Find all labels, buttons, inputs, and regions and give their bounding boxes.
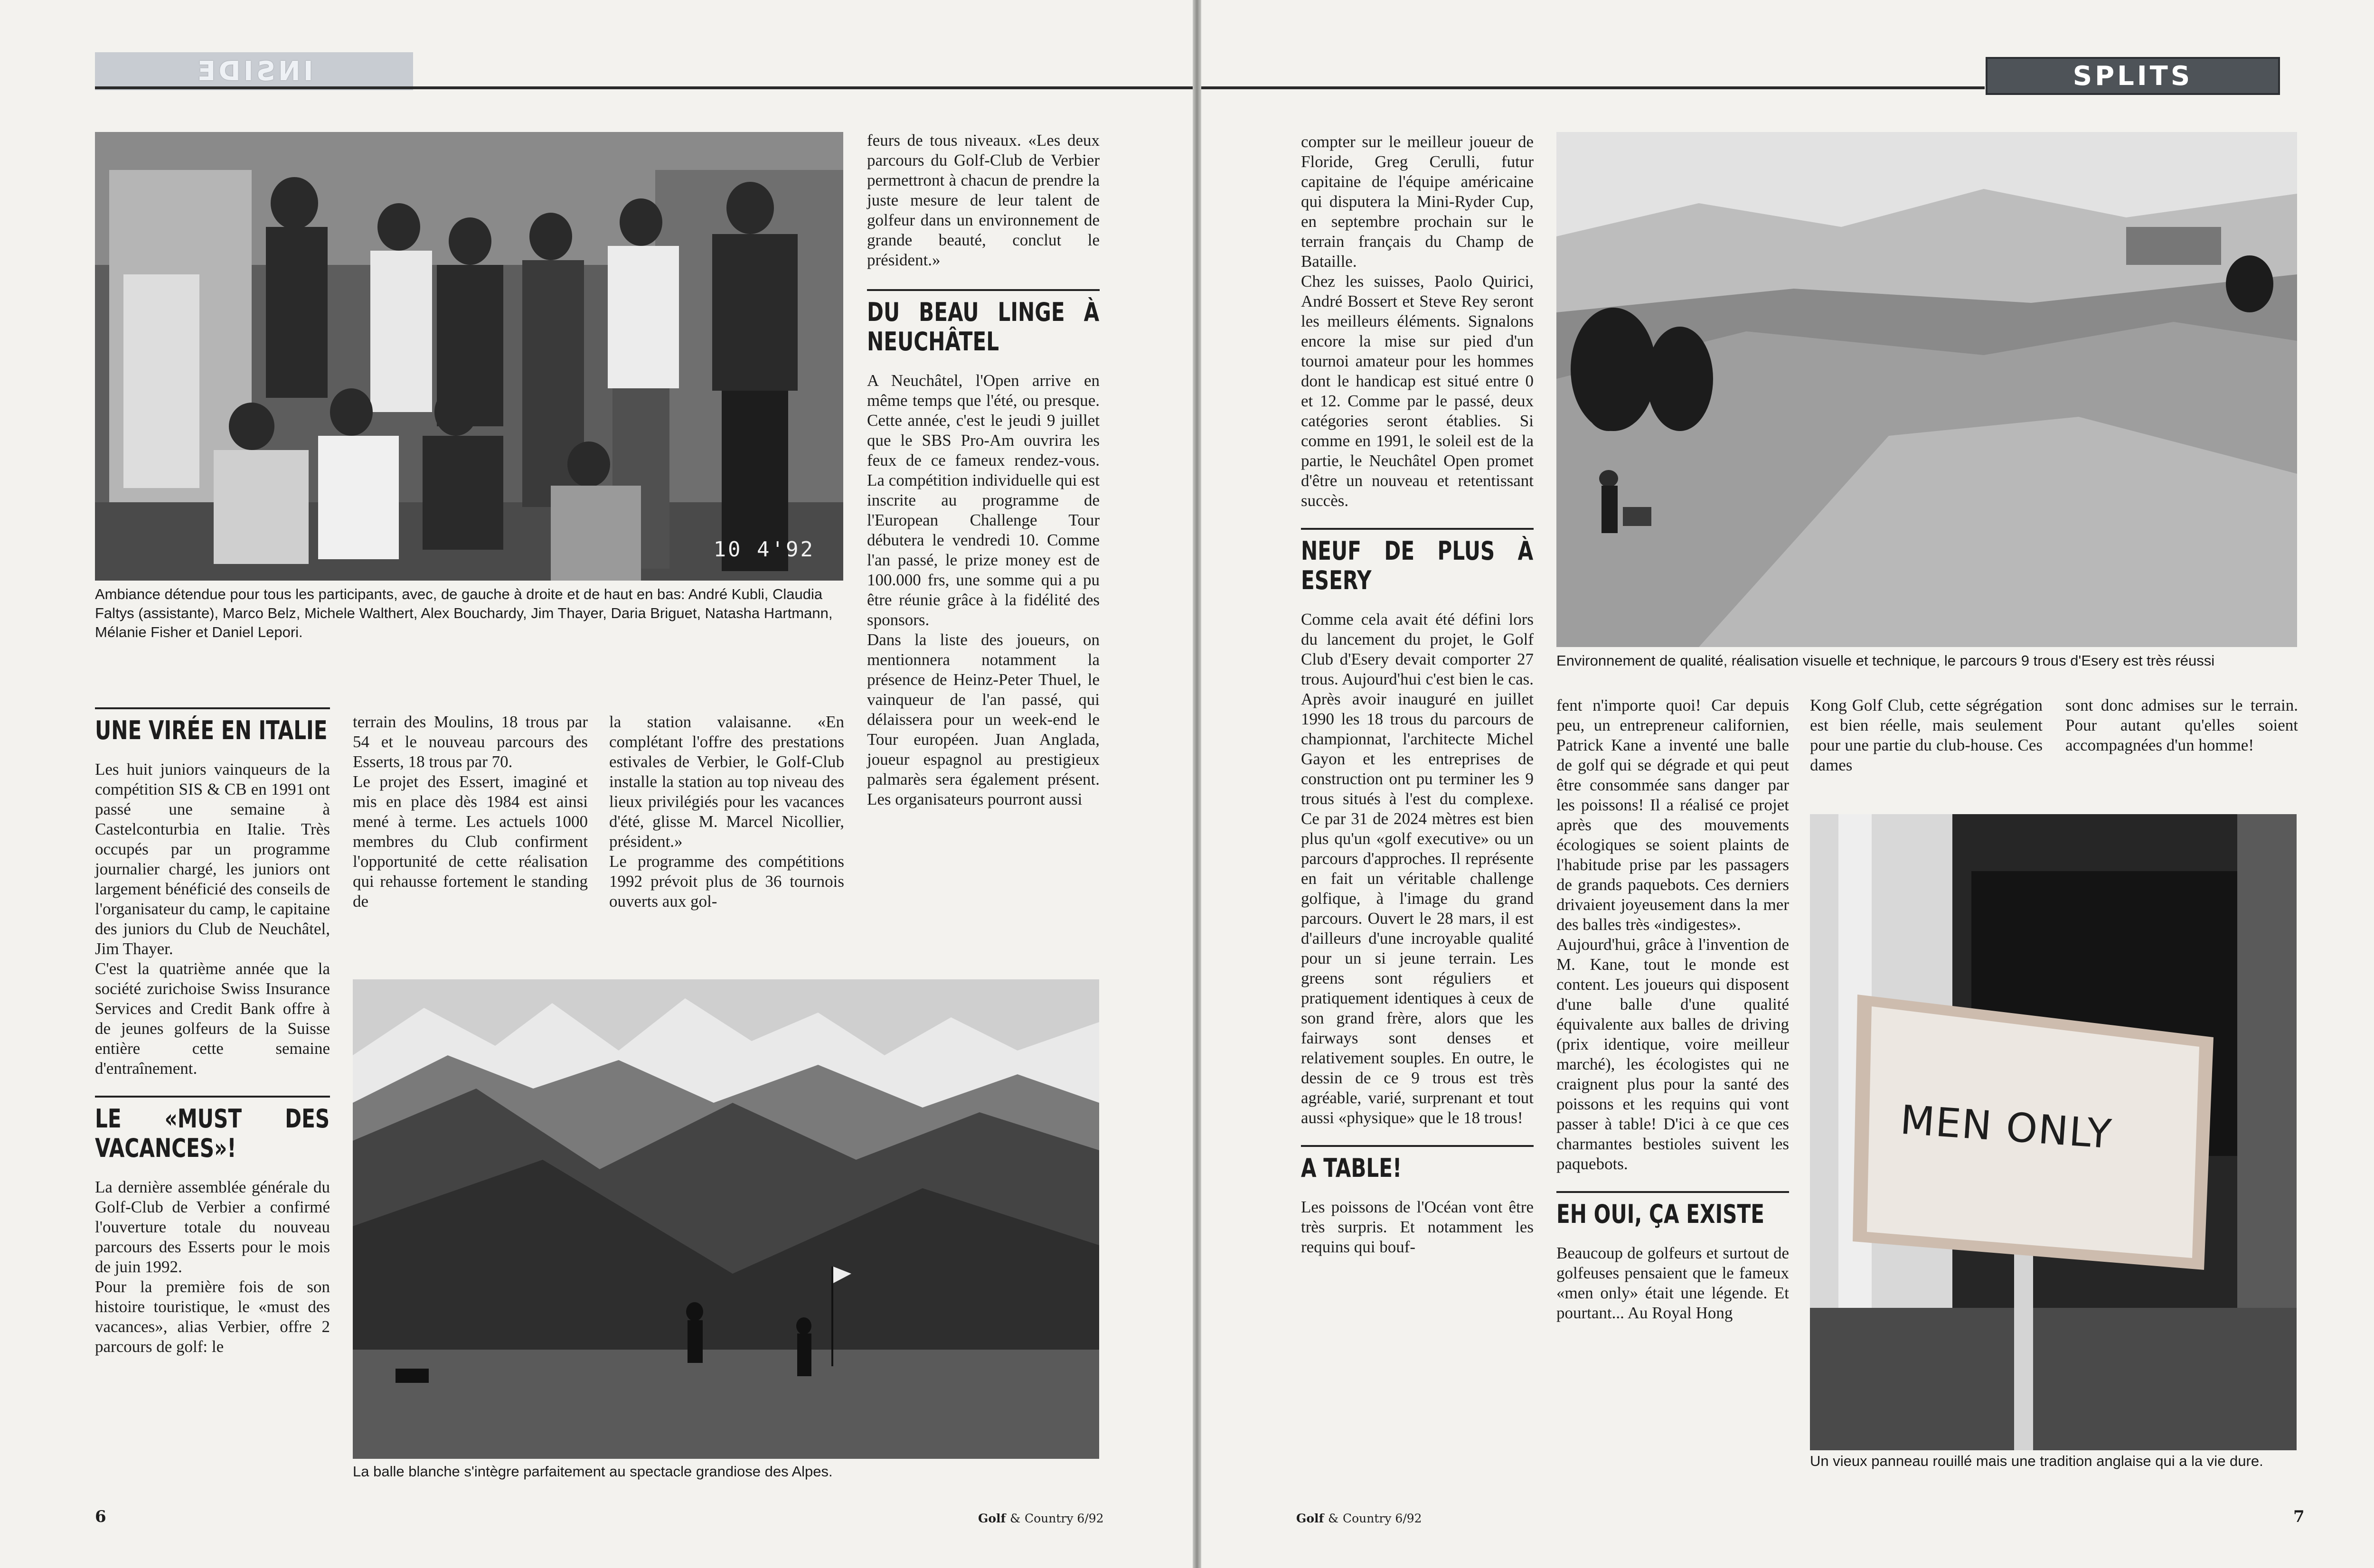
juniors-group-photo [95, 132, 843, 581]
must-col3-para-a: la station valaisanne. «En complétant l'offre des prestations estivales de Verbier, le Golf-Club installe la station au top niveau des lieux privilégiés pour les vacances d'été, glisse M. Marcel Nicollier, président.» [609, 713, 844, 851]
headline-neuchatel-block [867, 289, 1100, 357]
viree-paragraph-2: C'est la quatrième année que la société zurichoise Swiss Insurance Services and Credit Bank offre à de jeunes golfeurs de la Suisse entière cette semaine d'entraînement. [95, 959, 330, 1078]
section-tab-splits: SPLITS [1986, 57, 2280, 95]
right-page [1201, 0, 2374, 1568]
juniors-photo-caption: Ambiance détendue pour tous les participants, avec, de gauche à droite et de haut en bas: André Kubli, Claudia Faltys (assistante), Marco Belz, Michele Walthert, Alex Bouchardy, Jim Thayer, Daria Briguet, Natasha Hartmann, Mélanie Fisher et Daniel Lepori. [95, 586, 833, 640]
must-col4-para: feurs de tous niveaux. «Les deux parcours du Golf-Club de Verbier permettront à chacun de prendre la juste mesure de leur talent de golfeur dans un environnement de grande beauté, conclut le président.» [867, 131, 1100, 269]
footer-brand-right: Golf [1296, 1512, 1324, 1525]
footer-amp-right: & [1328, 1512, 1339, 1525]
headline-esery: NEUF DE PLUS À ESERY [1301, 536, 1534, 595]
headline-eh-oui: EH OUI, ÇA EXISTE [1556, 1199, 1764, 1229]
photo-timestamp: 10 4'92 [713, 537, 815, 562]
table-paragraph-2: fent n'importe quoi! Car depuis peu, un entrepreneur californien, Patrick Kane a inventé une balle de golf qui se dégrade et qui peut être consommée sans danger par les poissons! Il a réalisé ce projet après que des mouvements écologiques se soient plaints de l'habitude prise par les passagers de grands paquebots. Ces derniers drivaient joyeusement dans la mer des balles très «indigestes». [1556, 696, 1789, 934]
viree-paragraph-1: Les huit juniors vainqueurs de la compétition SIS & CB en 1991 ont passé une semaine à Castelconturbia en Italie. Très occupés par un programme journalier chargé, les juniors ont largement bénéficié des conseils de l'organisateur du camp, le capitaine des juniors du Club de Neuchâtel, Jim Thayer. [95, 760, 330, 958]
sign-photo-caption: Un vieux panneau rouillé mais une tradition anglaise qui a la vie dure. [1810, 1453, 2263, 1469]
column-2 [353, 712, 588, 911]
headline-must-block [95, 1096, 330, 1163]
headline-viree: UNE VIRÉE EN ITALIE [95, 715, 328, 745]
page-number-right: 7 [2293, 1507, 2305, 1526]
column-c [1810, 695, 2043, 775]
must-paragraph-2: Pour la première fois de son histoire touristique, le «must des vacances», alias Verbier, offre 2 parcours de golf: le [95, 1277, 330, 1356]
footer-amp: & [1010, 1512, 1021, 1525]
footer-brand: Golf [978, 1512, 1006, 1525]
spine-gutter [1193, 0, 1201, 1568]
footer-magazine-right [1296, 1512, 1422, 1525]
section-tab-inside: INSIDE [95, 52, 413, 90]
must-col3-para-b: Le programme des compétitions 1992 prévoit plus de 36 tournois ouverts aux gol- [609, 852, 844, 911]
column-3 [609, 712, 844, 911]
eh-oui-paragraph-1: Beaucoup de golfeurs et surtout de golfeuses pensaient que le fameux «men only» était une légende. Et pourtant... Au Royal Hong [1556, 1244, 1789, 1322]
neuchatel-paragraph-2: Dans la liste des joueurs, on mentionnera notamment la présence de Heinz-Peter Thuel, le vainqueur de l'an passé, qui délaissera pour un week-end le Tour européen. Juan Anglada, joueur espagnol au prestigieux palmarès sera également présent. Les organisateurs pourront aussi [867, 630, 1100, 808]
footer-issue-right: Country 6/92 [1342, 1512, 1422, 1525]
header-rule [95, 86, 1193, 89]
footer-magazine-left [978, 1512, 1104, 1525]
esery-photo-caption: Environnement de qualité, réalisation visuelle et technique, le parcours 9 trous d'Esery est très réussi [1556, 652, 2215, 669]
alps-golf-photo [353, 979, 1099, 1459]
neuchatel-cont-paragraph-2: Chez les suisses, Paolo Quirici, André Bossert et Steve Rey seront les meilleurs éléments. Signalons encore la mise sur pied d'un tournoi amateur pour les hommes dont le handicap est situé entre 0 et 12. Comme par le passé, deux catégories seront établies. Si comme en 1991, le soleil est de la partie, le Neuchâtel Open promet d'être un nouveau et retentissant succès. [1301, 272, 1534, 510]
headline-viree-block [95, 707, 330, 745]
esery-paragraph: Comme cela avait été défini lors du lancement du projet, le Golf Club d'Esery devait comporter 27 trous. Aujourd'hui c'est bien le cas. Après avoir inauguré en juillet 1990 les 18 trous du parcours de championnat, l'architecte Michel Gayon et les entreprises de construction ont pu terminer les 9 trous situés à l'est du complexe. Ce par 31 de 2024 mètres est bien plus qu'un «golf executive» ou un parcours d'approches. Il représente en fait un véritable challenge golfique, à l'image du grand parcours. Ouvert le 28 mars, il est d'ailleurs d'une incroyable qualité pour un si jeune terrain. Les greens sont réguliers et pratiquement identiques à ceux de son grand frère, alors que les fairways sont denses et relativement souples. En outre, le dessin de ce 9 trous est très agréable, varié, surprenant et tout aussi «physique» que le 18 trous! [1301, 610, 1534, 1127]
must-col2-para-b: Le projet des Essert, imaginé et mis en place dès 1984 est ainsi mené à terme. Les actuels 1000 membres du Club confirment l'opportunité de cette réalisation qui rehausse fortement le standing de [353, 772, 588, 911]
must-col2-para-a: terrain des Moulins, 18 trous par 54 et le nouveau parcours des Esserts, 18 trous par 70. [353, 713, 588, 771]
alps-photo-caption: La balle blanche s'intègre parfaitement au spectacle grandiose des Alpes. [353, 1463, 833, 1480]
table-paragraph-1: Les poissons de l'Océan vont être très surpris. Et notamment les requins qui bouf- [1301, 1198, 1534, 1256]
column-a [1301, 132, 1534, 1257]
eh-oui-col-b: sont donc admises sur le terrain. Pour autant qu'elles soient accompagnées d'un homme! [2065, 696, 2298, 754]
headline-ehoui-block [1556, 1191, 1789, 1229]
headline-table-block [1301, 1145, 1534, 1183]
header-rule-right [1201, 86, 1985, 89]
page-number-left: 6 [95, 1507, 106, 1526]
eh-oui-col-a: Kong Golf Club, cette ségrégation est bien réelle, mais seulement pour une partie du club-house. Ces dames [1810, 696, 2043, 774]
must-paragraph-1: La dernière assemblée générale du Golf-Club de Verbier a confirmé l'ouverture totale du nouveau parcours des Esserts pour le mois de juin 1992. [95, 1178, 330, 1276]
neuchatel-cont-paragraph-1: compter sur le meilleur joueur de Floride, Greg Cerulli, futur capitaine de l'équipe américaine qui disputera la Mini-Ryder Cup, en septembre prochain sur le terrain français du Champ de Bataille. [1301, 132, 1534, 271]
headline-esery-block [1301, 528, 1534, 595]
column-d [2065, 695, 2298, 755]
headline-must: LE «MUST DES VACANCES»! [95, 1104, 330, 1163]
esery-course-photo [1556, 132, 2297, 647]
column-1 [95, 707, 330, 1357]
column-4 [867, 131, 1100, 809]
neuchatel-paragraph-1: A Neuchâtel, l'Open arrive en même temps que l'été, ou presque. Cette année, c'est le jeudi 9 juillet que le SBS Pro-Am ouvrira les feux de ce fameux rendez-vous. La compétition individuelle qui est inscrite au programme de l'European Challenge Tour débutera le vendredi 10. Comme l'an passé, le prize money est de 100.000 frs, une somme qui a pu être réunie grâce à la fidélité des sponsors. [867, 371, 1100, 629]
footer-issue: Country 6/92 [1024, 1512, 1104, 1525]
headline-neuchatel: DU BEAU LINGE À NEUCHÂTEL [867, 297, 1100, 357]
headline-table: A TABLE! [1301, 1153, 1402, 1183]
sign-text: MEN ONLY [1899, 1096, 2114, 1158]
column-b [1556, 695, 1789, 1323]
men-only-sign-photo [1810, 814, 2297, 1450]
table-paragraph-3: Aujourd'hui, grâce à l'invention de M. Kane, tout le monde est content. Les joueurs qui disposent d'une balle d'une qualité équivalente aux balles de driving (prix identique, voire meilleur marché), les écologistes qui ne craignent plus pour la santé des poissons et les requins qui vont passer à table! D'ici à ce que ces charmantes bestioles suivent les paquebots. [1556, 935, 1789, 1173]
